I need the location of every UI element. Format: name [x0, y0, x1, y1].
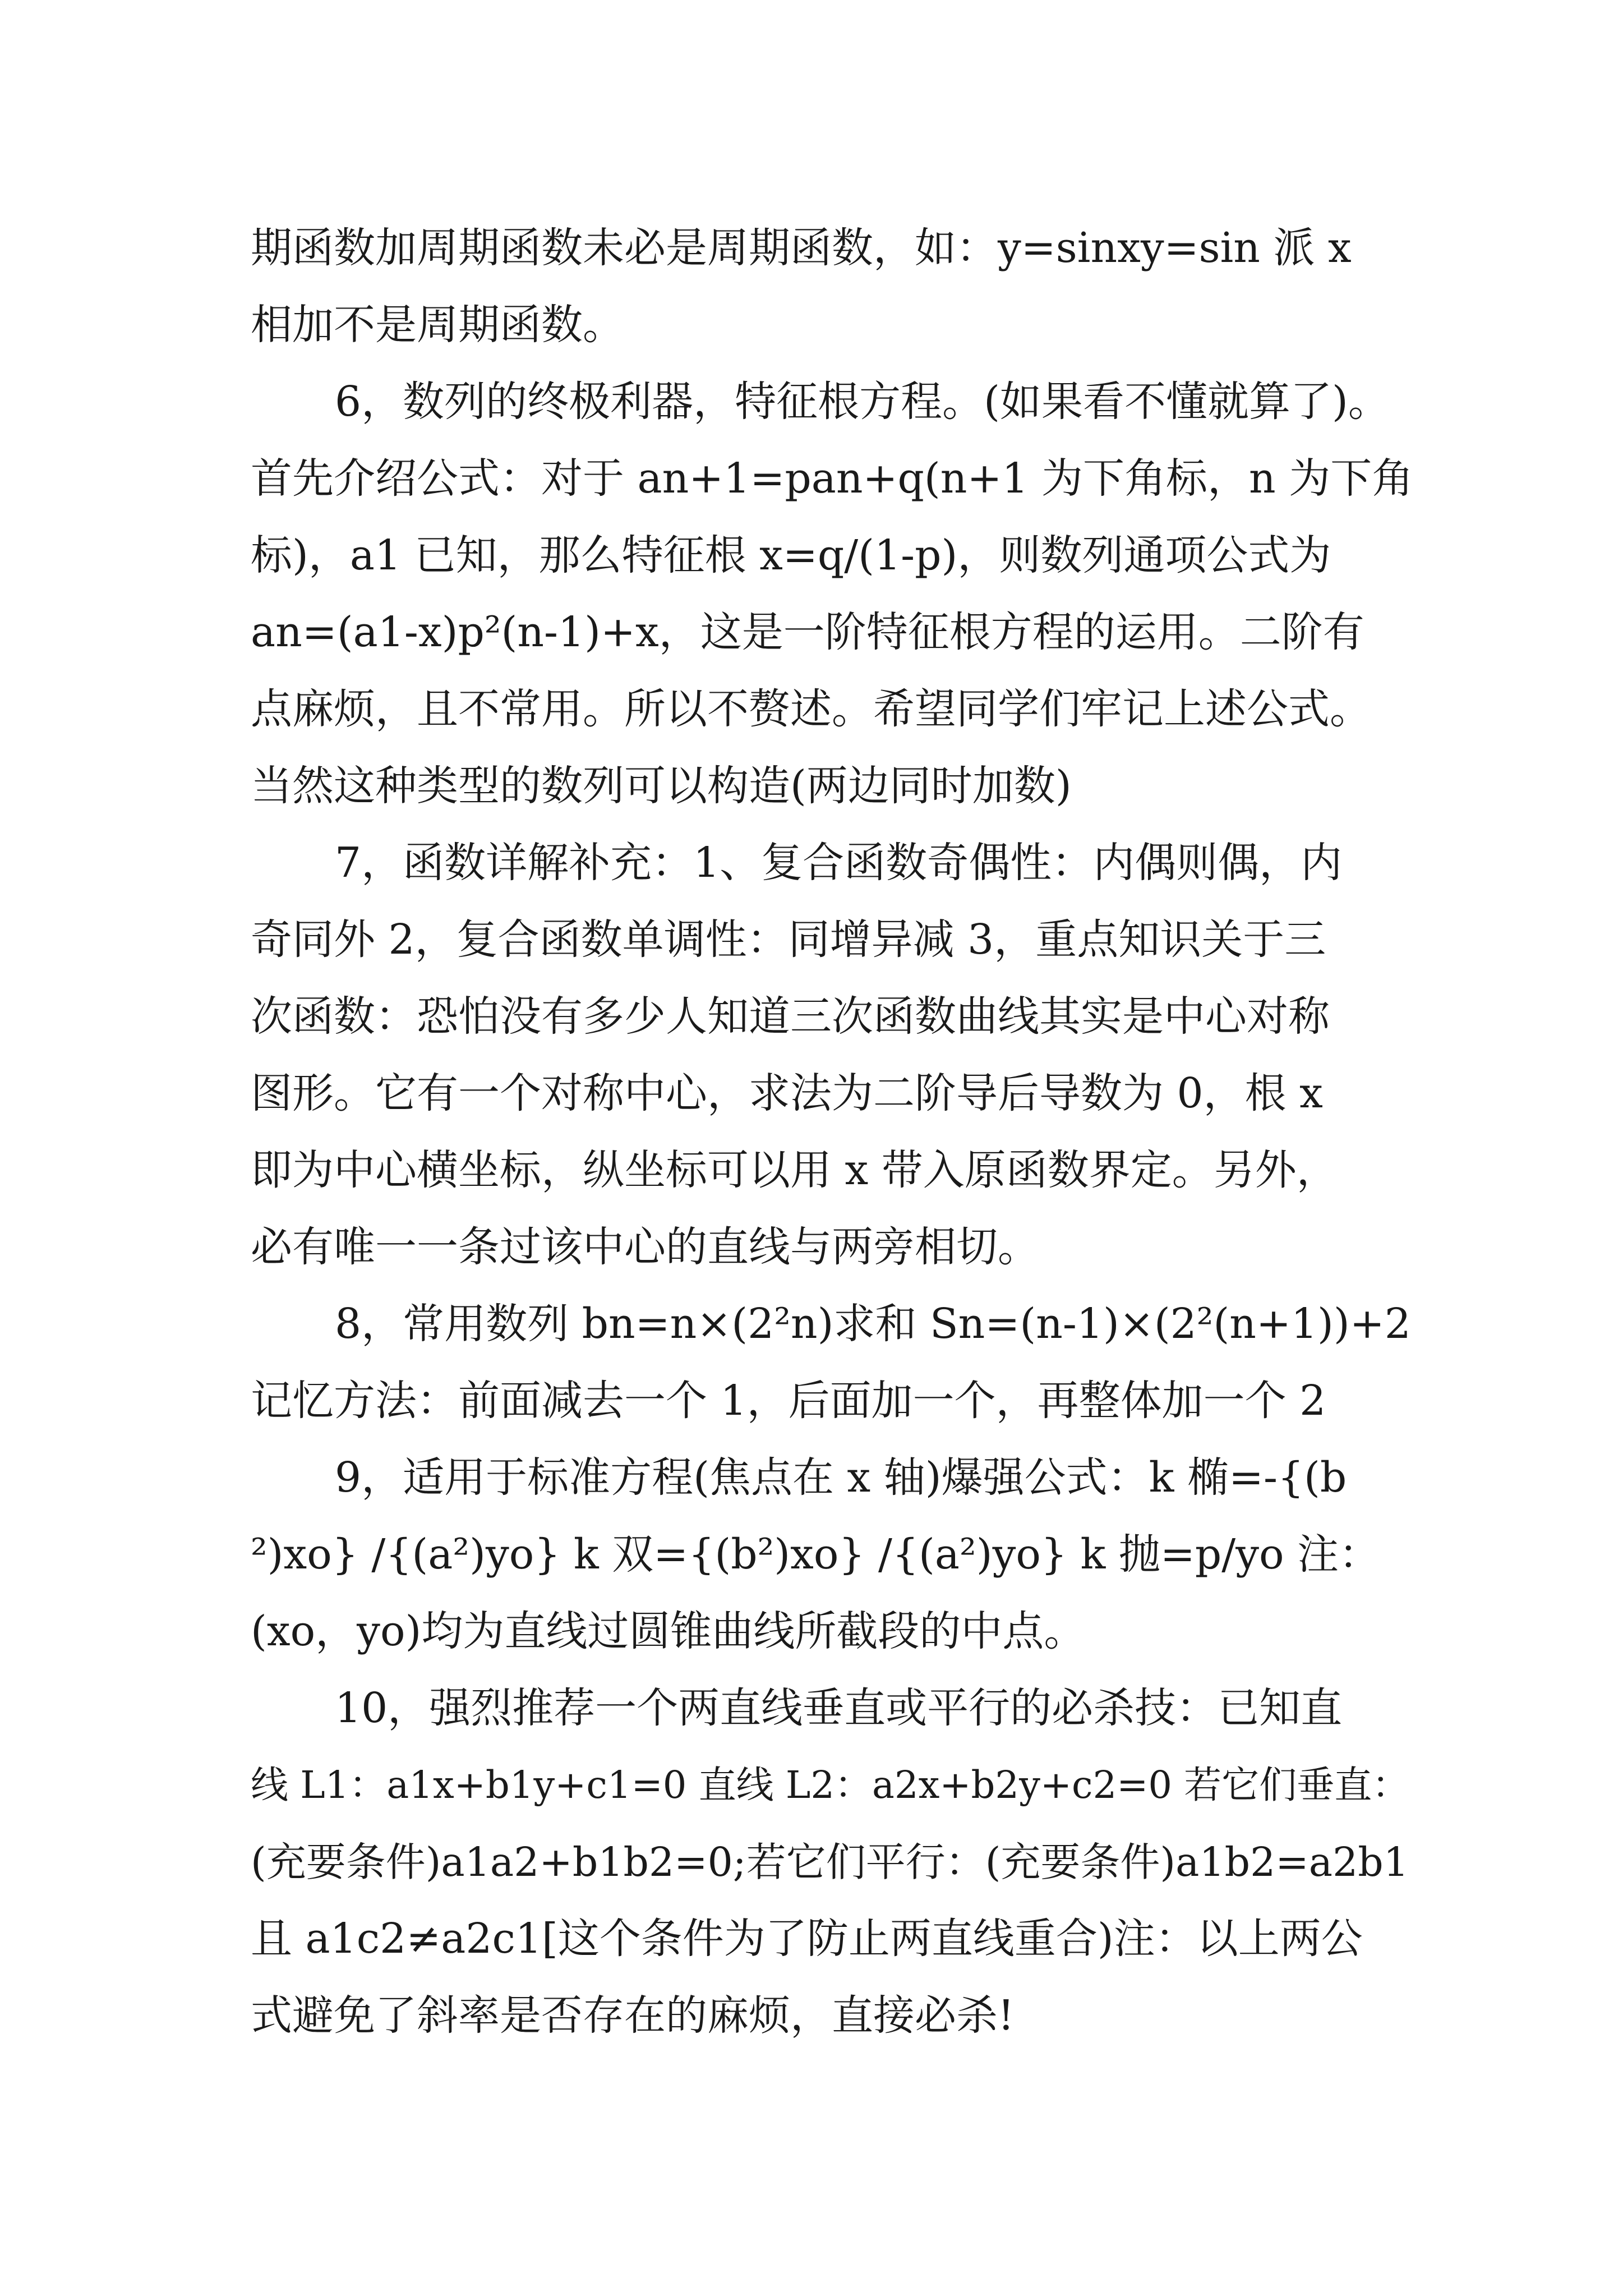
text-line: (充要条件)a1a2+b1b2=0;若它们平行：(充要条件)a1b2=a2b1	[251, 1839, 1409, 1885]
paragraph	[251, 1286, 1423, 1439]
text-line: (xo，yo)均为直线过圆锥曲线所截段的中点。	[251, 1607, 1086, 1655]
paragraph	[251, 1670, 1423, 2054]
paragraph	[251, 364, 1423, 825]
text-line: 点麻烦，且不常用。所以不赘述。希望同学们牢记上述公式。	[251, 685, 1371, 733]
text-line: 当然这种类型的数列可以构造(两边同时加数)	[251, 762, 1072, 810]
text-line: 9，适用于标准方程(焦点在 x 轴)爆强公式：k 椭=-{(b	[335, 1453, 1347, 1502]
text-line: ²)xo} /{(a²)yo} k 双={(b²)xo} /{(a²)yo} k 抛=p/yo 注：	[251, 1530, 1381, 1579]
text-line: 8，常用数列 bn=n×(2²n)求和 Sn=(n-1)×(2²(n+1))+2	[335, 1300, 1411, 1348]
text-line: 期函数加周期函数未必是周期函数，如：y=sinxy=sin 派 x	[251, 224, 1352, 272]
document-body	[251, 210, 1423, 2054]
text-line: 必有唯一一条过该中心的直线与两旁相切。	[251, 1223, 1039, 1271]
text-line: 标)，a1 已知，那么特征根 x=q/(1-p)，则数列通项公式为	[251, 531, 1331, 579]
text-line: 次函数：恐怕没有多少人知道三次函数曲线其实是中心对称	[251, 992, 1330, 1041]
text-line: 相加不是周期函数。	[251, 301, 624, 349]
text-line: 7，函数详解补充：1、复合函数奇偶性：内偶则偶，内	[335, 839, 1343, 887]
text-line: 6，数列的终极利器，特征根方程。(如果看不懂就算了)。	[335, 378, 1390, 426]
text-line: 且 a1c2≠a2c1[这个条件为了防止两直线重合)注：以上两公	[251, 1915, 1363, 1963]
paragraph	[251, 1439, 1423, 1670]
text-line: 线 L1：a1x+b1y+c1=0 直线 L2：a2x+b2y+c2=0 若它们垂直：	[251, 1763, 1410, 1807]
text-line: 奇同外 2，复合函数单调性：同增异减 3，重点知识关于三	[251, 915, 1326, 964]
text-line: 即为中心横坐标，纵坐标可以用 x 带入原函数界定。另外，	[251, 1146, 1338, 1194]
text-line: 记忆方法：前面减去一个 1，后面加一个，再整体加一个 2	[251, 1377, 1326, 1425]
text-line: 首先介绍公式：对于 an+1=pan+q(n+1 为下角标，n 为下角	[251, 454, 1414, 503]
text-line: 式避免了斜率是否存在的麻烦，直接必杀!	[251, 1991, 1015, 2040]
text-line: an=(a1-x)p²(n-1)+x，这是一阶特征根方程的运用。二阶有	[251, 608, 1364, 656]
paragraph	[251, 210, 1423, 364]
text-line: 图形。它有一个对称中心，求法为二阶导后导数为 0，根 x	[251, 1069, 1323, 1117]
paragraph	[251, 825, 1423, 1286]
text-line: 10，强烈推荐一个两直线垂直或平行的必杀技：已知直	[335, 1684, 1343, 1732]
